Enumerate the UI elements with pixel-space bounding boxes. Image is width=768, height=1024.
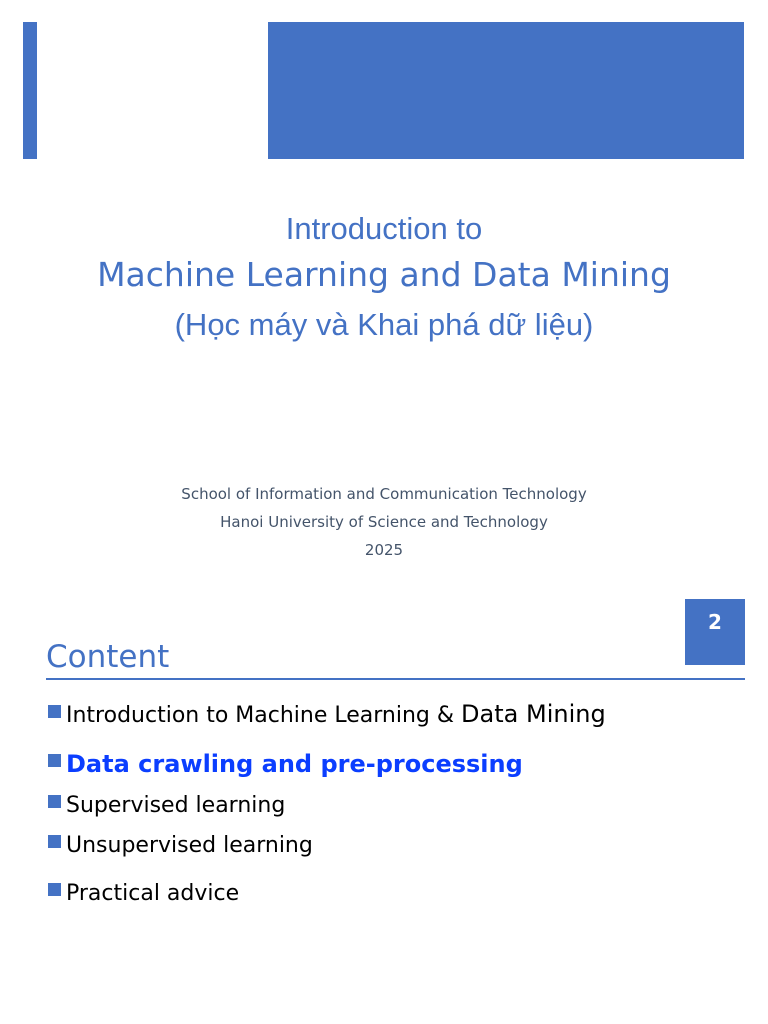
title-line-main: Machine Learning and Data Mining [97, 255, 671, 294]
agenda-item-intro-label: Introduction to Machine Learning & [66, 703, 462, 728]
square-bullet-icon [48, 883, 61, 896]
content-slide [0, 590, 768, 1024]
school-name: School of Information and Communication Technology [181, 485, 587, 503]
university-name: Hanoi University of Science and Technology [220, 513, 548, 531]
year: 2025 [364, 541, 404, 559]
page-number-badge: 2 [685, 599, 745, 665]
square-bullet-icon [48, 705, 61, 718]
agenda-item-practical [48, 878, 748, 918]
heading-divider [46, 678, 745, 680]
agenda-list [48, 696, 748, 918]
agenda-item-supervised-label: Supervised learning [66, 793, 286, 818]
square-bullet-icon [48, 795, 61, 808]
agenda-item-data-crawling-label: Data crawling and pre-processing [66, 750, 523, 778]
affiliation-block [0, 480, 768, 564]
agenda-item-supervised [48, 790, 748, 830]
agenda-item-intro [48, 696, 748, 748]
content-heading: Content [46, 639, 170, 675]
agenda-item-practical-label: Practical advice [66, 881, 240, 906]
agenda-item-unsupervised-label: Unsupervised learning [66, 833, 313, 858]
square-bullet-icon [48, 754, 61, 767]
agenda-item-intro-label-tail: Data Mining [461, 700, 606, 728]
top-accent-banner [268, 22, 744, 159]
slide-title [0, 208, 768, 350]
square-bullet-icon [48, 835, 61, 848]
title-line-intro: Introduction to [285, 211, 483, 246]
agenda-item-data-crawling [48, 748, 748, 790]
agenda-item-unsupervised [48, 830, 748, 878]
title-line-vietnamese: (Học máy và Khai phá dữ liệu) [174, 307, 594, 342]
left-accent-bar [23, 22, 37, 159]
